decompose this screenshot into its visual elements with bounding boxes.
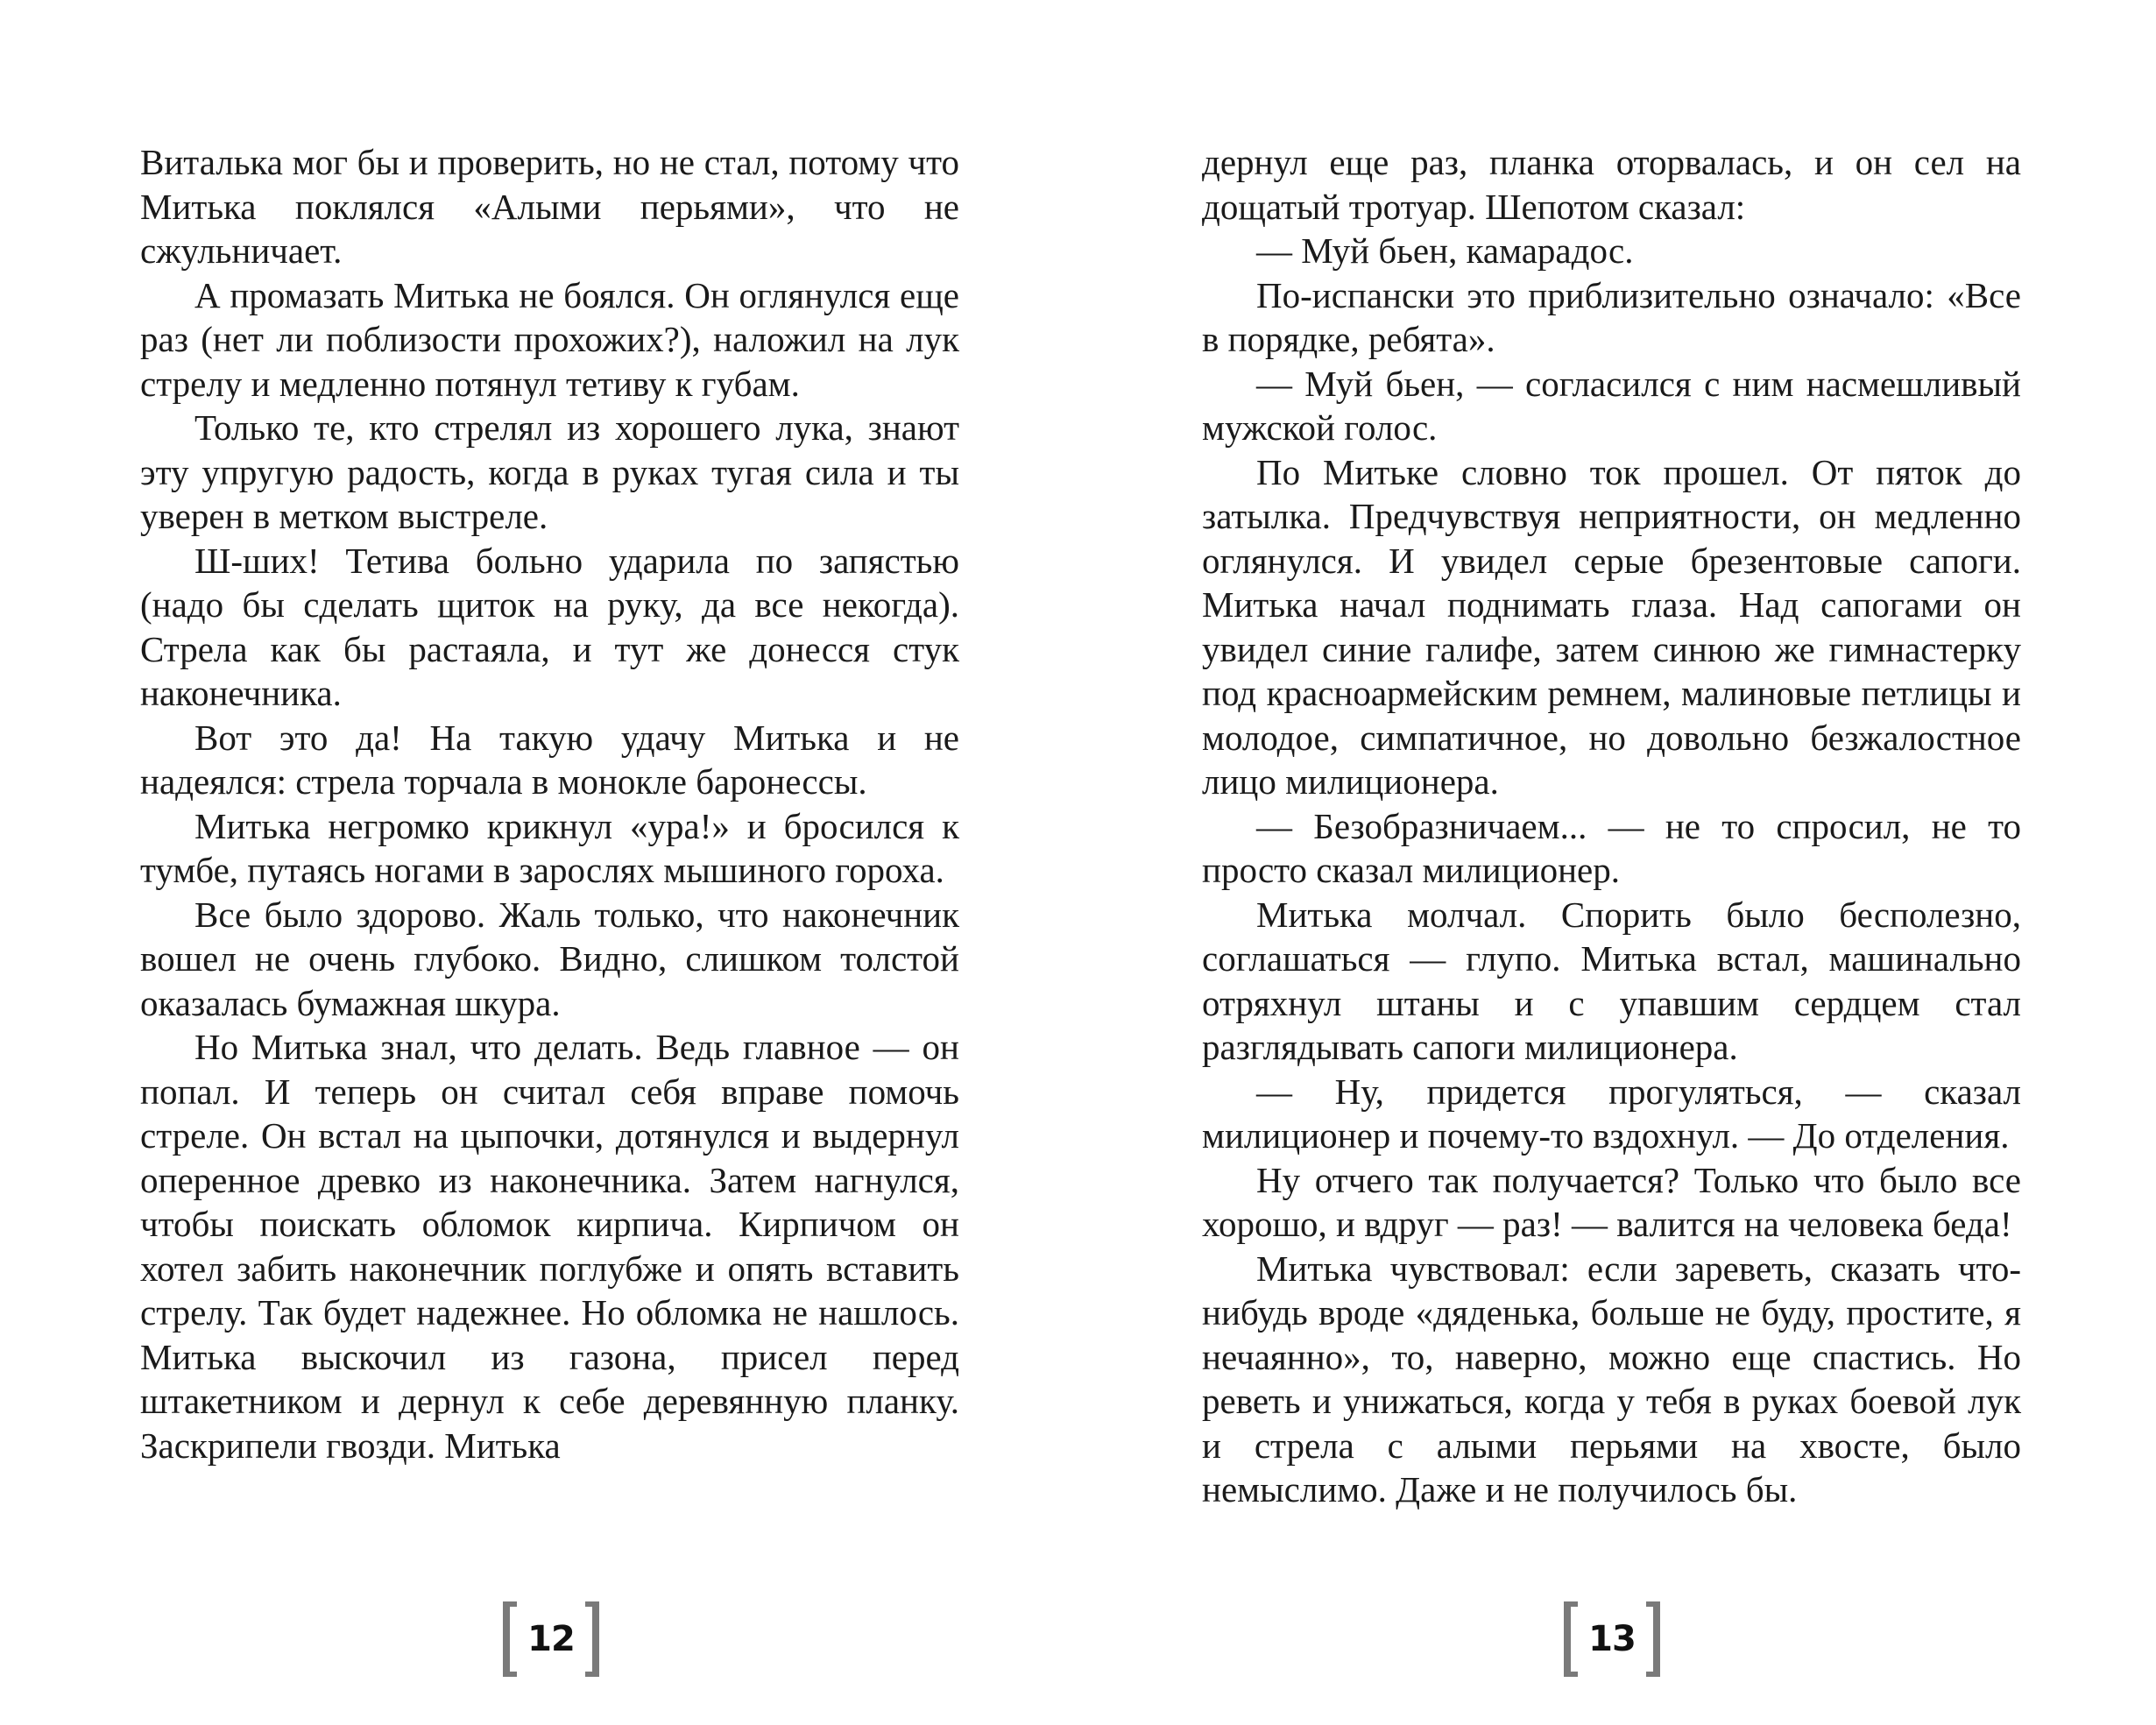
right-page <box>1202 140 2021 1512</box>
paragraph: По Митьке словно ток прошел. От пяток до затылка. Предчувствуя неприятности, он медленно оглянулся. И увидел серые брезентовые сапоги. Митька начал поднимать глаза. Над сапогами он увидел синие галифе, затем синюю же гимнастерку под красноармейским ремнем, малиновые петлицы и молодое, симпатичное, но довольно безжалостное лицо милиционера. <box>1202 451 2021 802</box>
left-page <box>140 140 959 1467</box>
page-number-right <box>1564 1601 1660 1680</box>
right-page-text <box>1202 140 2021 1512</box>
page-number-left <box>503 1601 599 1680</box>
paragraph: Ну отчего так получается? Только что было все хорошо, и вдруг — раз! — валится на человека беда! <box>1202 1159 2021 1244</box>
paragraph: Ш-ших! Тетива больно ударила по запястью (надо бы сделать щиток на руку, да все некогда). Стрела как бы растаяла, и тут же донесся стук наконечника. <box>140 540 959 713</box>
bracket-close-decoration <box>1646 1601 1660 1677</box>
paragraph: Митька чувствовал: если зареветь, сказать что-нибудь вроде «дяденька, больше не буду, простите, я нечаянно», то, наверно, можно еще спастись. Но реветь и унижаться, когда у тебя в руках боевой лук и стрела с алыми перьями на хвосте, было немыслимо. Даже и не получилось бы. <box>1202 1248 2021 1509</box>
paragraph: По-испански это приблизительно означало: «Все в порядке, ребята». <box>1202 274 2021 359</box>
bracket-close-decoration <box>585 1601 599 1677</box>
paragraph: Все было здорово. Жаль только, что наконечник вошел не очень глубоко. Видно, слишком толстой оказалась бумажная шкура. <box>140 894 959 1023</box>
left-page-text <box>140 140 959 1467</box>
paragraph: — Муй бьен, камарадос. <box>1256 230 1634 271</box>
paragraph: Только те, кто стрелял из хорошего лука, знают эту упругую радость, когда в руках тугая сила и ты уверен в метком выстреле. <box>140 407 959 536</box>
paragraph: — Безобразничаем... — не то спросил, не то просто сказал милиционер. <box>1202 805 2021 890</box>
paragraph: Вот это да! На такую удачу Митька и не надеялся: стрела торчала в монокле баронессы. <box>140 717 959 802</box>
paragraph: — Муй бьен, — согласился с ним насмешливый мужской голос. <box>1202 363 2021 448</box>
page-number-text: 13 <box>1588 1619 1636 1659</box>
paragraph: Митька негромко крикнул «ура!» и бросился к тумбе, путаясь ногами в зарослях мышиного гороха. <box>140 805 959 890</box>
paragraph: дернул еще раз, планка оторвалась, и он сел на дощатый тротуар. Шепотом сказал: <box>1202 142 2021 227</box>
paragraph: Митька молчал. Спорить было бесполезно, соглашаться — глупо. Митька встал, машинально отряхнул штаны и с упавшим сердцем стал разглядывать сапоги милиционера. <box>1202 894 2021 1067</box>
paragraph: А промазать Митька не боялся. Он оглянулся еще раз (нет ли поблизости прохожих?), наложил на лук стрелу и медленно потянул тетиву к губам. <box>140 274 959 404</box>
paragraph: Виталька мог бы и проверить, но не стал, потому что Митька поклялся «Алыми перьями», что не сжульничает. <box>140 142 959 271</box>
paragraph: — Ну, придется прогуляться, — сказал милиционер и почему-то вздохнул. — До отделения. <box>1202 1071 2021 1156</box>
paragraph: Но Митька знал, что делать. Ведь главное — он попал. И теперь он считал себя вправе помочь стреле. Он встал на цыпочки, дотянулся и выдернул оперенное древко из наконечника. Затем нагнулся, чтобы поискать обломок кирпича. Кирпичом он хотел забить наконечник поглубже и опять вставить стрелу. Так будет надежнее. Но обломка не нашлось. Митька выскочил из газона, присел перед штакетником и дернул к себе деревянную планку. Заскрипели гвозди. Митька <box>140 1027 959 1466</box>
bracket-open-decoration <box>1564 1601 1578 1677</box>
bracket-open-decoration <box>503 1601 517 1677</box>
page-number-text: 12 <box>527 1619 575 1659</box>
